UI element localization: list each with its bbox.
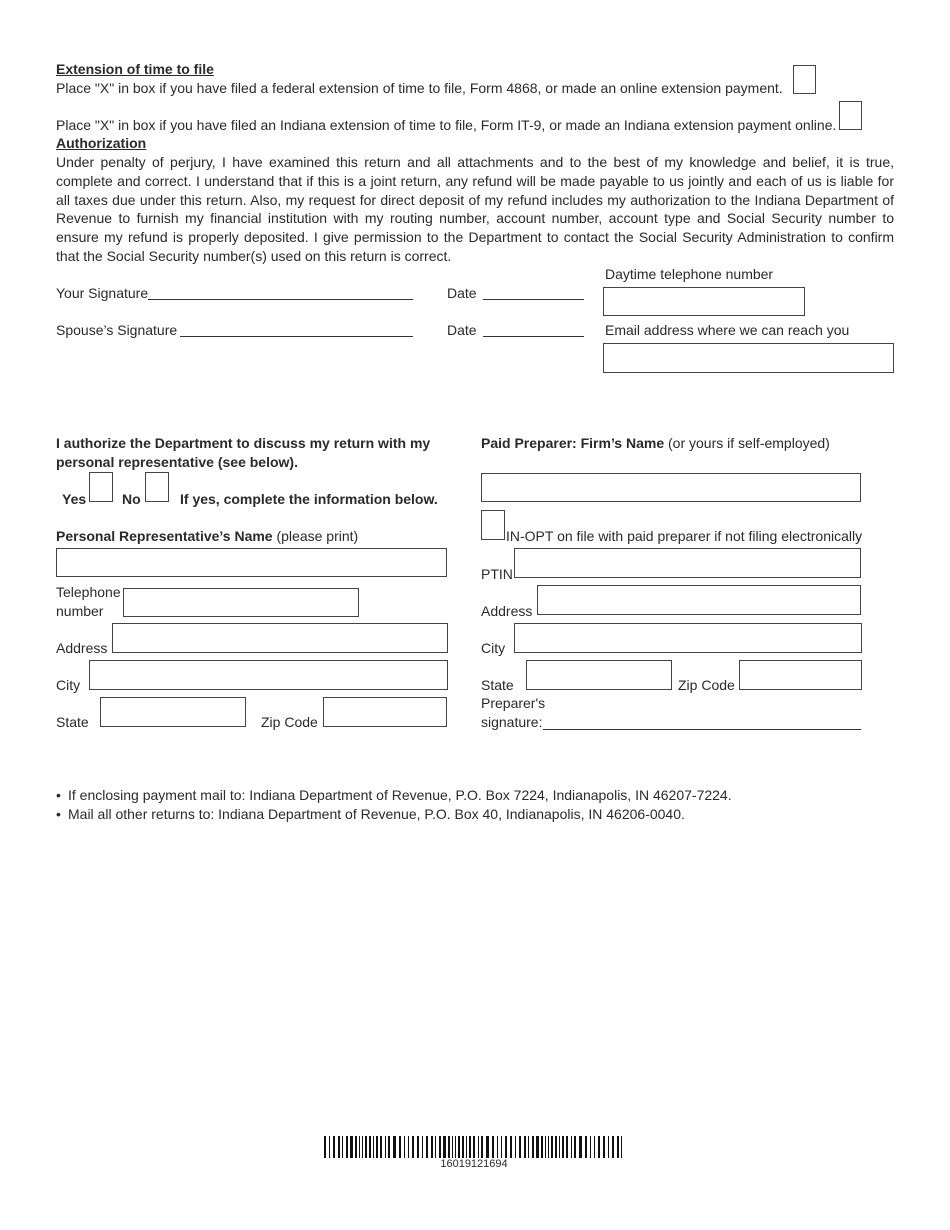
barcode-bar	[497, 1136, 498, 1158]
barcode-bar	[388, 1136, 390, 1158]
prep-address-input[interactable]	[537, 585, 861, 615]
barcode-bar	[548, 1136, 549, 1158]
firm-name-label-rest: (or yours if self-employed)	[664, 435, 830, 451]
barcode-bar	[448, 1136, 450, 1158]
barcode-bar	[333, 1136, 335, 1158]
prep-city-input[interactable]	[514, 623, 862, 653]
barcode-bar	[466, 1136, 467, 1158]
barcode-bar	[373, 1136, 374, 1158]
barcode-bar	[579, 1136, 582, 1158]
barcode-bar	[505, 1136, 507, 1158]
barcode-bar	[346, 1136, 348, 1158]
barcode-bar	[492, 1136, 494, 1158]
barcode-bar	[342, 1136, 343, 1158]
barcode-bar	[452, 1136, 453, 1158]
prep-zip-label: Zip Code	[678, 677, 735, 693]
barcode-bar	[324, 1136, 326, 1158]
barcode-bar	[422, 1136, 423, 1158]
your-signature-label: Your Signature	[56, 285, 149, 301]
barcode-bar	[431, 1136, 433, 1158]
barcode-number: 16019121694	[440, 1158, 508, 1170]
email-input[interactable]	[603, 343, 894, 373]
barcode-bar	[510, 1136, 512, 1158]
spouse-signature-line[interactable]	[180, 336, 413, 337]
barcode-bar	[617, 1136, 619, 1158]
barcode-bar	[355, 1136, 357, 1158]
barcode-bar	[385, 1136, 386, 1158]
rep-telephone-label-1: Telephone	[56, 584, 121, 600]
barcode-bar	[612, 1136, 614, 1158]
rep-name-label-rest: (please print)	[272, 528, 359, 544]
rep-telephone-label-2: number	[56, 603, 104, 619]
date1-line[interactable]	[483, 299, 584, 300]
barcode-bar	[519, 1136, 521, 1158]
barcode-bar	[585, 1136, 587, 1158]
prep-signature-line[interactable]	[543, 729, 861, 730]
barcode-bar	[399, 1136, 401, 1158]
barcode-bar	[412, 1136, 414, 1158]
barcode-bar	[559, 1136, 560, 1158]
prep-state-label: State	[481, 677, 514, 693]
barcode-bar	[435, 1136, 436, 1158]
date2-line[interactable]	[483, 336, 584, 337]
barcode-bar	[362, 1136, 363, 1158]
barcode-bar	[417, 1136, 419, 1158]
ptin-label: PTIN	[481, 566, 513, 582]
barcode-bar	[551, 1136, 553, 1158]
mailing-item-payment: • If enclosing payment mail to: Indiana Department of Revenue, P.O. Box 7224, Indianapolis, IN 46207-7224.	[56, 786, 732, 805]
barcode-bar	[590, 1136, 591, 1158]
barcode-bar	[515, 1136, 516, 1158]
prep-zip-input[interactable]	[739, 660, 862, 690]
yes-label: Yes	[62, 491, 87, 507]
federal-extension-text: Place "X" in box if you have filed a federal extension of time to file, Form 4868, or made an online extension payment.	[56, 80, 783, 96]
barcode-bar	[350, 1136, 353, 1158]
rep-name-input[interactable]	[56, 548, 447, 577]
barcode-bar	[462, 1136, 464, 1158]
phone-label: Daytime telephone number	[605, 266, 774, 282]
barcode-bar	[528, 1136, 529, 1158]
barcode-bar	[369, 1136, 371, 1158]
your-signature-line[interactable]	[148, 299, 413, 300]
prep-state-input[interactable]	[526, 660, 672, 690]
barcode-bar	[404, 1136, 405, 1158]
prep-address-label: Address	[481, 603, 533, 619]
barcode-bar	[541, 1136, 543, 1158]
prep-city-label: City	[481, 640, 506, 656]
rep-zip-input[interactable]	[323, 697, 447, 727]
rep-address-label: Address	[56, 640, 108, 656]
barcode-bar	[603, 1136, 605, 1158]
barcode	[324, 1136, 624, 1158]
firm-name-input[interactable]	[481, 473, 861, 502]
prep-signature-label-2: signature:	[481, 714, 543, 730]
barcode-bar	[562, 1136, 564, 1158]
barcode-bar	[598, 1136, 600, 1158]
barcode-bar	[473, 1136, 475, 1158]
barcode-bar	[329, 1136, 330, 1158]
barcode-bar	[555, 1136, 557, 1158]
barcode-bar	[532, 1136, 534, 1158]
rep-name-label	[56, 527, 358, 545]
authorization-heading: Authorization	[56, 135, 147, 151]
barcode-bar	[545, 1136, 546, 1158]
barcode-bar	[478, 1136, 479, 1158]
mailing-item-other: • Mail all other returns to: Indiana Department of Revenue, P.O. Box 40, Indianapolis, IN 46206-0040.	[56, 805, 732, 824]
rep-name-label-bold: Personal Representative’s Name	[56, 528, 273, 544]
barcode-bar	[380, 1136, 382, 1158]
barcode-bar	[621, 1136, 622, 1158]
date2-label: Date	[447, 322, 477, 338]
barcode-bar	[469, 1136, 471, 1158]
barcode-bar	[486, 1136, 489, 1158]
barcode-bar	[443, 1136, 446, 1158]
barcode-bar	[376, 1136, 378, 1158]
barcode-bar	[501, 1136, 502, 1158]
authorization-body: Under penalty of perjury, I have examined this return and all attachments and to the best of my knowledge and belief, it is true, complete and correct. I understand that if this is a joint return, any refund will be made payable to us jointly and each of us is liable for all taxes due under this return. Also, my request for direct deposit of my refund includes my authorization to the Indiana Department of Revenue to furnish my financial institution with my routing number, account number, account type and Social Security number to ensure my refund is properly deposited. I give permission to the Department to contact the Social Security Administration to confirm that the Social Security number(s) used on this return is correct.	[56, 154, 894, 264]
barcode-bar	[408, 1136, 409, 1158]
barcode-bar	[458, 1136, 460, 1158]
no-label: No	[122, 491, 141, 507]
rep-state-input[interactable]	[100, 697, 246, 727]
if-yes-label: If yes, complete the information below.	[180, 491, 438, 507]
barcode-bar	[536, 1136, 539, 1158]
firm-name-label-bold: Paid Preparer: Firm’s Name	[481, 435, 665, 451]
rep-city-input[interactable]	[89, 660, 448, 690]
barcode-bar	[574, 1136, 576, 1158]
barcode-bar	[359, 1136, 360, 1158]
authorize-text: I authorize the Department to discuss my return with my personal representative (see below).	[56, 435, 431, 470]
firm-name-label	[481, 434, 830, 452]
barcode-bar	[393, 1136, 396, 1158]
barcode-bar	[455, 1136, 456, 1158]
rep-city-label: City	[56, 677, 81, 693]
ptin-input[interactable]	[514, 548, 861, 578]
inopt-checkbox[interactable]	[481, 510, 505, 540]
no-checkbox[interactable]	[145, 472, 169, 502]
rep-state-label: State	[56, 714, 89, 730]
email-label: Email address where we can reach you	[605, 322, 850, 338]
mailing-instructions	[56, 786, 732, 823]
federal-extension-checkbox[interactable]	[793, 65, 816, 94]
spouse-signature-label: Spouse’s Signature	[56, 322, 178, 338]
prep-signature-label-1: Preparer's	[481, 695, 546, 711]
indiana-extension-checkbox[interactable]	[839, 101, 862, 130]
indiana-extension-text: Place "X" in box if you have filed an Indiana extension of time to file, Form IT-9, or made an Indiana extension payment online.	[56, 117, 837, 133]
barcode-bar	[594, 1136, 595, 1158]
barcode-bar	[365, 1136, 367, 1158]
barcode-bar	[571, 1136, 572, 1158]
barcode-bar	[608, 1136, 609, 1158]
inopt-label: IN-OPT on file with paid preparer if not filing electronically	[506, 528, 863, 544]
rep-telephone-input[interactable]	[123, 588, 359, 617]
barcode-bar	[524, 1136, 526, 1158]
barcode-bar	[439, 1136, 441, 1158]
barcode-bar	[338, 1136, 340, 1158]
rep-address-input[interactable]	[112, 623, 448, 653]
barcode-bar	[481, 1136, 483, 1158]
date1-label: Date	[447, 285, 477, 301]
barcode-bar	[566, 1136, 568, 1158]
barcode-bar	[426, 1136, 428, 1158]
yes-checkbox[interactable]	[89, 472, 113, 502]
rep-zip-label: Zip Code	[261, 714, 318, 730]
phone-input[interactable]	[603, 287, 805, 316]
extension-heading: Extension of time to file	[56, 61, 214, 77]
